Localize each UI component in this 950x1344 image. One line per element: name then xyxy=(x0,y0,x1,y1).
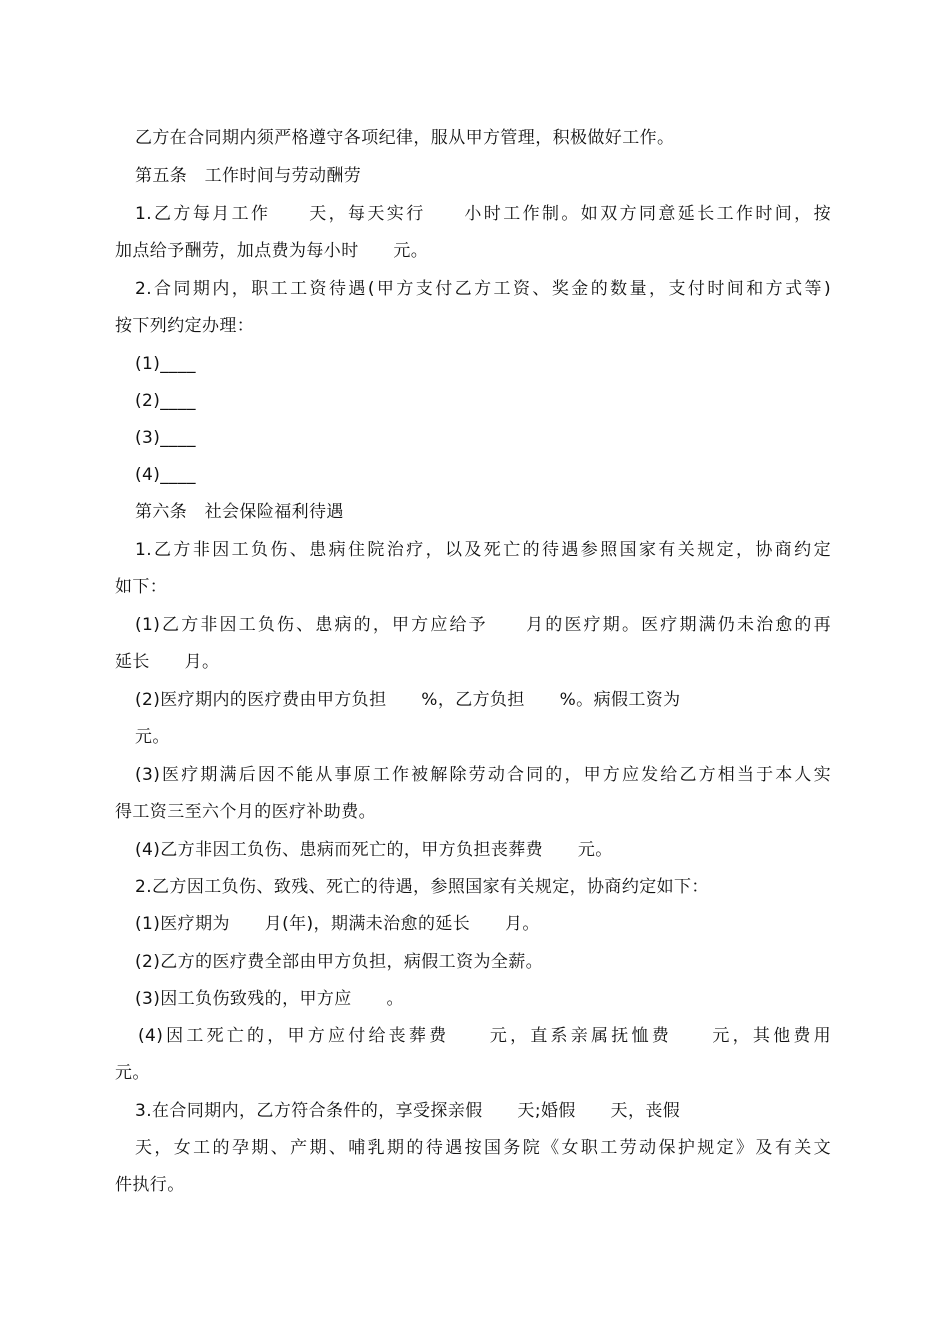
paragraph-line: 1.乙方非因工负伤、患病住院治疗，以及死亡的待遇参照国家有关规定，协商约定 xyxy=(135,540,831,560)
paragraph-line: 元。 xyxy=(135,727,170,747)
paragraph-line: (3)因工负伤致残的，甲方应 。 xyxy=(135,989,404,1009)
section-heading: 第六条 社会保险福利待遇 xyxy=(135,502,344,522)
paragraph-line: 乙方在合同期内须严格遵守各项纪律，服从甲方管理，积极做好工作。 xyxy=(135,128,675,148)
paragraph-line: 加点给予酬劳，加点费为每小时 元。 xyxy=(115,241,429,261)
paragraph-line: (1)医疗期为 月(年)，期满未治愈的延长 月。 xyxy=(135,914,540,934)
paragraph-line: 3.在合同期内，乙方符合条件的，享受探亲假 天;婚假 天，丧假 xyxy=(135,1101,681,1121)
paragraph-line: (3)医疗期满后因不能从事原工作被解除劳动合同的，甲方应发给乙方相当于本人实 xyxy=(135,765,831,785)
paragraph-line: 2.乙方因工负伤、致残、死亡的待遇，参照国家有关规定，协商约定如下： xyxy=(135,877,709,897)
paragraph-line: (1)乙方非因工负伤、患病的，甲方应给予 月的医疗期。医疗期满仍未治愈的再 xyxy=(135,615,831,635)
list-item: (1)____ xyxy=(135,354,196,374)
paragraph-line: 1.乙方每月工作 天，每天实行 小时工作制。如双方同意延长工作时间，按 xyxy=(135,204,831,224)
paragraph-line: (2)乙方的医疗费全部由甲方负担，病假工资为全薪。 xyxy=(135,952,544,972)
paragraph-line: 2.合同期内，职工工资待遇(甲方支付乙方工资、奖金的数量，支付时间和方式等) xyxy=(135,279,831,299)
paragraph-line: 如下： xyxy=(115,577,168,597)
paragraph-line: 延长 月。 xyxy=(115,652,220,672)
list-item: (4)____ xyxy=(135,465,196,485)
paragraph-line: (4)因工死亡的，甲方应付给丧葬费 元，直系亲属抚恤费 元，其他费用 xyxy=(138,1026,831,1046)
section-heading: 第五条 工作时间与劳动酬劳 xyxy=(135,166,362,186)
paragraph-line: (4)乙方非因工负伤、患病而死亡的，甲方负担丧葬费 元。 xyxy=(135,840,613,860)
paragraph-line: 得工资三至六个月的医疗补助费。 xyxy=(115,802,376,822)
list-item: (3)____ xyxy=(135,428,196,448)
paragraph-line: 天，女工的孕期、产期、哺乳期的待遇按国务院《女职工劳动保护规定》及有关文 xyxy=(135,1138,831,1158)
paragraph-line: (2)医疗期内的医疗费由甲方负担 %，乙方负担 %。病假工资为 xyxy=(135,690,681,710)
paragraph-line: 元。 xyxy=(115,1063,150,1083)
list-item: (2)____ xyxy=(135,391,196,411)
paragraph-line: 按下列约定办理： xyxy=(115,316,255,336)
paragraph-line: 件执行。 xyxy=(115,1175,185,1195)
